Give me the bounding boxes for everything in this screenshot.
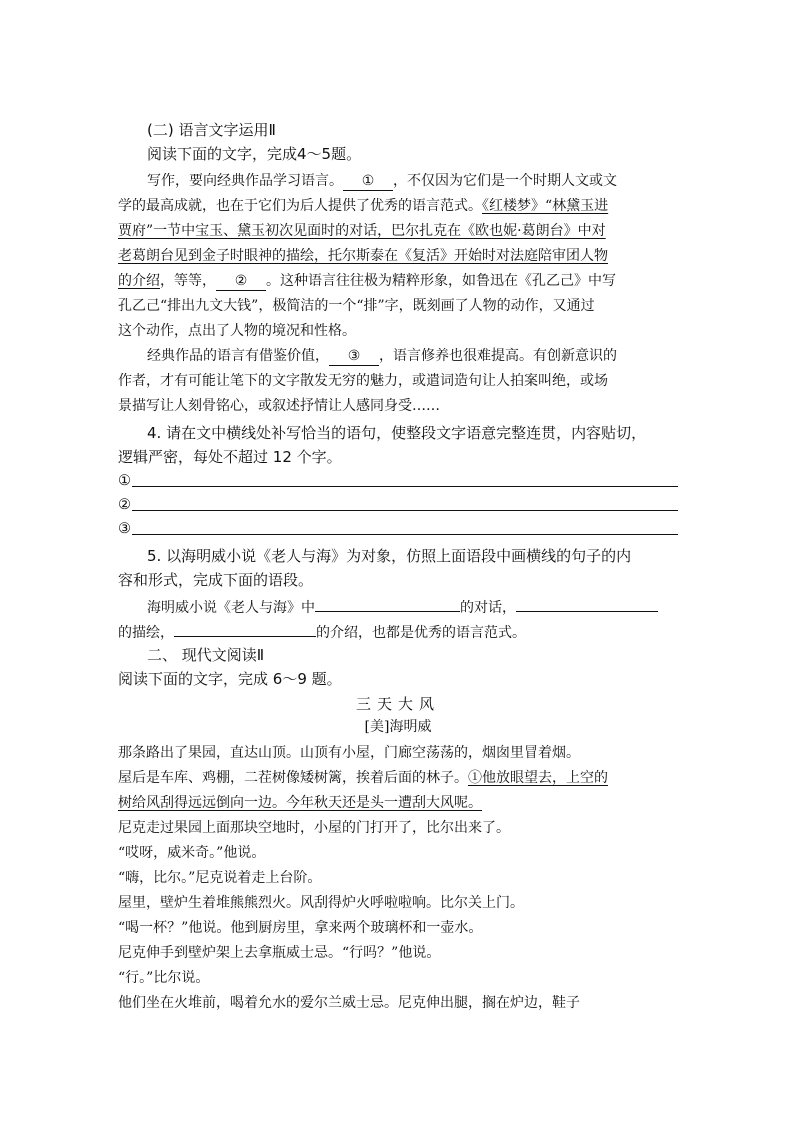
underlined-text: 树给风刮得远远倒向一边。今年秋天还是头一遭刮大风呢。 [118, 795, 482, 811]
text-span: 写作，要向经典作品学习语言。 [147, 173, 343, 189]
paragraph-line [118, 169, 707, 193]
story-line: “哎呀，威米奇。”他说。 [118, 845, 266, 861]
underlined-text: 贾府”一节中宝玉、黛玉初次见面时的对话，巴尔扎克在《欧也妮·葛朗台》中对 [118, 223, 606, 239]
paragraph-line [118, 244, 678, 268]
answer-rule [132, 534, 678, 535]
section-heading: 二、 现代文阅读Ⅱ [147, 646, 265, 664]
fill-blank-2[interactable] [516, 593, 658, 612]
fill-line [118, 593, 707, 620]
underlined-text: 老葛朗台见到金子时眼神的描绘，托尔斯泰在《复活》开始时对法庭陪审团人物 [118, 248, 608, 264]
story-author: [美]海明威 [364, 719, 432, 735]
underlined-text: 的介绍 [118, 273, 160, 289]
story-line: “行。”比尔说。 [118, 970, 210, 986]
underlined-text: ①他放眼望去，上空的 [468, 770, 608, 786]
answer-label: ① [118, 473, 131, 489]
answer-line-2[interactable] [118, 493, 678, 517]
underlined-text: 《红楼梦》“林黛玉进 [482, 198, 609, 214]
question-5: 5. 以海明威小说《老人与海》为对象，仿照上面语段中画横线的句子的内 [147, 547, 632, 565]
fill-blank-1[interactable] [315, 593, 460, 612]
text-span: ，语言修养也很难提高。有创新意识的 [379, 348, 617, 364]
text-span: 。这种语言往往极为精粹形象，如鲁迅在《孔乙己》中写 [266, 273, 616, 289]
story-line: 那条路出了果园，直达山顶。山顶有小屋，门廊空荡荡的，烟囱里冒着烟。 [118, 745, 580, 761]
story-line: 尼克伸手到壁炉架上去拿瓶威士忌。“行吗？”他说。 [118, 945, 441, 961]
answer-label: ② [118, 497, 131, 513]
story-line: 尼克走过果园上面那块空地时，小屋的门打开了，比尔出来了。 [118, 820, 510, 836]
text-span: 经典作品的语言有借鉴价值， [147, 348, 329, 364]
reading-instruction: 阅读下面的文字，完成4～5题。 [147, 145, 362, 163]
text-span: 的描绘， [118, 625, 174, 641]
section-heading: (二) 语言文字运用Ⅱ [147, 121, 276, 139]
paragraph-line: 孔乙己“排出九文大钱”，极简洁的一个“排”字，既刻画了人物的动作，又通过 [118, 298, 595, 314]
text-span: 的对话， [460, 600, 516, 616]
paragraph-line [118, 194, 678, 218]
paragraph-line: 这个动作，点出了人物的境况和性格。 [118, 323, 356, 339]
answer-line-1[interactable] [118, 469, 678, 493]
paragraph-line [118, 344, 707, 368]
paragraph-line: 作者，才有可能让笔下的文字散发无穷的魅力，或遣词造句让人拍案叫绝，或场 [118, 373, 608, 389]
blank-3: ③ [329, 347, 379, 366]
blank-1: ① [343, 172, 393, 191]
story-line: “嗨，比尔。”尼克说着走上台阶。 [118, 870, 322, 886]
text-span: ，等等， [160, 273, 216, 289]
fill-line [118, 618, 678, 645]
answer-label: ③ [118, 521, 131, 537]
text-span: 学的最高成就，也在于它们为后人提供了优秀的语言范式。 [118, 198, 482, 214]
text-span: 海明威小说《老人与海》中 [147, 600, 315, 616]
paragraph-line [118, 219, 678, 243]
paragraph-line [118, 269, 678, 293]
blank-2: ② [216, 272, 266, 291]
answer-line-3[interactable] [118, 517, 678, 541]
story-line [118, 791, 678, 815]
text-span: 的介绍，也都是优秀的语言范式。 [316, 625, 526, 641]
answer-rule [132, 510, 678, 511]
fill-blank-3[interactable] [174, 618, 316, 637]
paragraph-line: 景描写让人刻骨铭心，或叙述抒情让人感同身受…… [118, 398, 440, 414]
text-span: ，不仅因为它们是一个时期人文或文 [393, 173, 617, 189]
story-line [118, 766, 678, 790]
reading-instruction: 阅读下面的文字，完成 6～9 题。 [118, 670, 342, 688]
question-5-cont: 容和形式，完成下面的语段。 [118, 571, 314, 589]
story-title: 三天大风 [355, 695, 440, 713]
question-4-cont: 逻辑严密，每处不超过 12 个字。 [118, 448, 342, 466]
text-span: 屋后是车库、鸡棚，二茬树像矮树篱，挨着后面的林子。 [118, 770, 468, 786]
answer-rule [132, 486, 678, 487]
story-line: 他们坐在火堆前，喝着允水的爱尔兰威士忌。尼克伸出腿，搁在炉边，鞋子 [118, 995, 580, 1011]
story-line: 屋里，壁炉生着堆熊熊烈火。风刮得炉火呼啦啦响。比尔关上门。 [118, 895, 524, 911]
story-line: “喝一杯？”他说。他到厨房里，拿来两个玻璃杯和一壶水。 [118, 920, 483, 936]
question-4: 4. 请在文中横线处补写恰当的语句，使整段文字语意完整连贯，内容贴切， [147, 424, 647, 442]
